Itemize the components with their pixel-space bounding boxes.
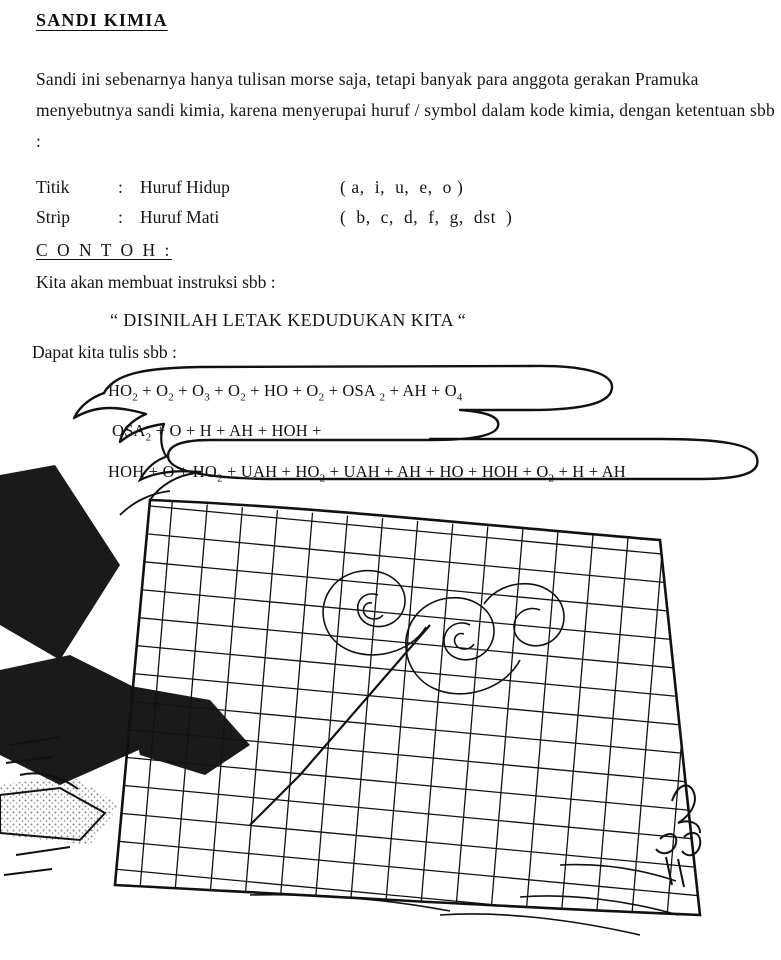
quoted-message: “ DISINILAH LETAK KEDUDUKAN KITA “ bbox=[110, 310, 467, 330]
page-title: SANDI KIMIA bbox=[36, 10, 168, 30]
formula-line-3: HOH + $O + HO_2$ + UAH + $HO_2$ + UAH + AH + HO + HOH + $O_2 + H$ + AH bbox=[108, 461, 626, 484]
definition-colon: : bbox=[118, 207, 123, 227]
definition-term: Titik bbox=[36, 177, 70, 197]
section-heading-contoh bbox=[36, 240, 172, 261]
list-item bbox=[36, 172, 656, 202]
definition-note: ( b, c, d, f, g, dst ) bbox=[340, 207, 513, 227]
list-item bbox=[36, 202, 656, 232]
fishing-net-illustration-icon bbox=[0, 445, 781, 960]
definition-colon: : bbox=[118, 177, 123, 197]
definition-term: Strip bbox=[36, 207, 71, 227]
intro-paragraph: Sandi ini sebenarnya hanya tulisan morse saja, tetapi banyak para anggota gerakan Pramuka menyebutnya sandi kimia, karena menyerupai huruf / symbol dalam kode kimia, dengan ketentuan sbb : bbox=[36, 69, 775, 151]
definition-list bbox=[36, 172, 656, 232]
formula-line-1: $HO_2 + O_2 + O_3 + O_2$ + HO + $O_2$ + OSA $_2$ + AH + $O_4$ bbox=[108, 381, 463, 404]
definition-note: ( a, i, u, e, o ) bbox=[340, 177, 464, 197]
definition-value: Huruf Mati bbox=[140, 207, 220, 227]
section-heading-contoh-text: C O N T O H : bbox=[36, 240, 172, 260]
definition-value: Huruf Hidup bbox=[140, 177, 230, 197]
signature-mark bbox=[656, 785, 700, 887]
instruction-line: Kita akan membuat instruksi sbb : bbox=[36, 272, 276, 292]
write-line: Dapat kita tulis sbb : bbox=[32, 342, 177, 362]
illustration-sketch bbox=[0, 445, 781, 960]
formula-line-2: $OSA_2 + O + H$ + AH + HOH + bbox=[112, 421, 322, 444]
